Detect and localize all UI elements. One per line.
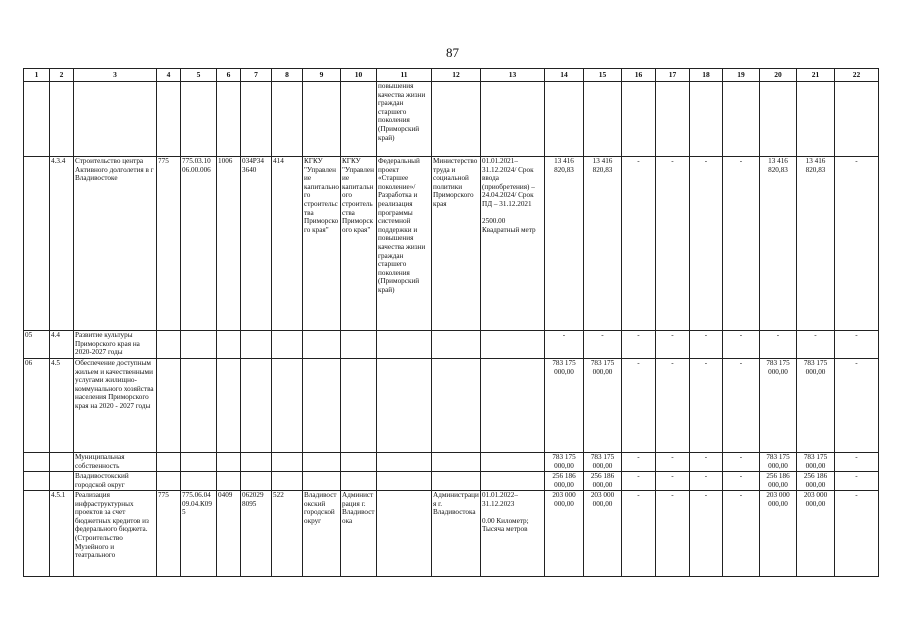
table-cell: - (835, 359, 879, 453)
table-cell: 203 000 000,00 (584, 491, 622, 577)
table-cell: 203 000 000,00 (545, 491, 584, 577)
table-cell: - (545, 331, 584, 359)
table-cell: 414 (272, 157, 303, 331)
table-cell: - (723, 472, 760, 491)
table-cell: 783 175 000,00 (760, 359, 797, 453)
table-cell: - (622, 331, 656, 359)
table-cell (303, 82, 341, 157)
table-cell: 522 (272, 491, 303, 577)
table-cell (157, 453, 181, 472)
table-cell (272, 472, 303, 491)
table-cell: 0409 (217, 491, 241, 577)
table-cell (481, 472, 545, 491)
table-cell (377, 359, 432, 453)
table-cell: - (622, 453, 656, 472)
table-cell (303, 359, 341, 453)
column-header-16: 16 (622, 69, 656, 82)
table-cell (24, 453, 50, 472)
table-cell: Владивостокский городской округ (303, 491, 341, 577)
table-cell (481, 453, 545, 472)
table-cell (241, 472, 272, 491)
table-cell: 783 175 000,00 (584, 359, 622, 453)
table-cell (181, 453, 217, 472)
table-cell: 783 175 000,00 (760, 453, 797, 472)
table-cell (481, 82, 545, 157)
table-cell (24, 491, 50, 577)
table-cell (341, 359, 377, 453)
column-header-15: 15 (584, 69, 622, 82)
table-cell: 783 175 000,00 (584, 453, 622, 472)
table-cell (157, 472, 181, 491)
table-cell: 06 (24, 359, 50, 453)
table-cell (341, 331, 377, 359)
table-cell: 13 416 820,83 (584, 157, 622, 331)
table-cell (217, 82, 241, 157)
table-cell (272, 359, 303, 453)
table-cell: 775.03.10 06.00.006 (181, 157, 217, 331)
table-cell (181, 331, 217, 359)
table-cell: - (723, 359, 760, 453)
table-cell: 775 (157, 157, 181, 331)
table-cell: 13 416 820,83 (760, 157, 797, 331)
column-header-22: 22 (835, 69, 879, 82)
table-cell: Администрация г. Владивостока (341, 491, 377, 577)
table-cell: 01.01.2022–31.12.2023 0.00 Километр; Тысяча метров (481, 491, 545, 577)
column-header-12: 12 (432, 69, 481, 82)
table-cell: 775.06.04 09.04.К09 5 (181, 491, 217, 577)
column-header-10: 10 (341, 69, 377, 82)
table-row (24, 157, 879, 331)
table-cell (181, 82, 217, 157)
table-cell (24, 472, 50, 491)
table-cell (341, 82, 377, 157)
table-cell: - (656, 472, 690, 491)
column-header-17: 17 (656, 69, 690, 82)
table-cell: - (835, 472, 879, 491)
table-cell: 01.01.2021–31.12.2024/ Срок ввода (приобретения) – 24.04.2024/ Срок ПД – 31.12.2021 2500.00 Квадратный метр (481, 157, 545, 331)
table-cell (377, 491, 432, 577)
table-cell: - (622, 472, 656, 491)
table-cell (622, 82, 656, 157)
table-cell: 05 (24, 331, 50, 359)
table-cell: - (656, 359, 690, 453)
table-cell: Реализация инфраструктурных проектов за счет бюджетных кредитов из федерального бюджета. (Строительство Музейного и театрального (74, 491, 157, 577)
table-cell (241, 82, 272, 157)
table-cell (272, 453, 303, 472)
column-header-13: 13 (481, 69, 545, 82)
table-cell (24, 82, 50, 157)
table-cell (272, 82, 303, 157)
table-cell: 203 000 000,00 (760, 491, 797, 577)
table-cell: 062029 8095 (241, 491, 272, 577)
page-number: 87 (446, 45, 459, 60)
table-cell: 4.5 (50, 359, 74, 453)
table-cell (481, 331, 545, 359)
table-cell: Строительство центра Активного долголетия в г Владивостоке (74, 157, 157, 331)
table-header-row (24, 69, 879, 82)
table-cell (157, 82, 181, 157)
table-cell (432, 359, 481, 453)
column-header-1: 1 (24, 69, 50, 82)
table-cell: Администрация г. Владивостока (432, 491, 481, 577)
table-cell (690, 82, 723, 157)
table-cell: КГКУ "Управление капитального строительства Приморского края" (341, 157, 377, 331)
table-cell: 13 416 820,83 (545, 157, 584, 331)
table-cell: 256 186 000,00 (584, 472, 622, 491)
table-cell (157, 359, 181, 453)
table-cell: - (656, 491, 690, 577)
column-header-6: 6 (217, 69, 241, 82)
table-cell: - (690, 157, 723, 331)
table-cell: 4.4 (50, 331, 74, 359)
table-cell: - (723, 453, 760, 472)
table-cell: - (723, 157, 760, 331)
table-cell: 4.3.4 (50, 157, 74, 331)
table-cell: - (656, 157, 690, 331)
budget-table (23, 68, 879, 577)
table-cell: Муниципальная собственность (74, 453, 157, 472)
column-header-2: 2 (50, 69, 74, 82)
table-cell: - (656, 453, 690, 472)
table-cell: 783 175 000,00 (797, 453, 835, 472)
table-cell (432, 472, 481, 491)
table-cell: - (622, 491, 656, 577)
table-cell: 783 175 000,00 (797, 359, 835, 453)
table-cell: - (690, 491, 723, 577)
table-cell (377, 453, 432, 472)
table-row (24, 331, 879, 359)
table-cell (341, 472, 377, 491)
table-cell: - (723, 491, 760, 577)
table-cell (432, 331, 481, 359)
column-header-20: 20 (760, 69, 797, 82)
table-cell: - (690, 359, 723, 453)
table-cell: 256 186 000,00 (545, 472, 584, 491)
table-cell (723, 82, 760, 157)
column-header-5: 5 (181, 69, 217, 82)
table-cell: - (760, 331, 797, 359)
table-cell: 775 (157, 491, 181, 577)
table-cell: 783 175 000,00 (545, 359, 584, 453)
table-cell: - (656, 331, 690, 359)
table-cell (217, 453, 241, 472)
table-cell (760, 82, 797, 157)
table-cell: 034Р34 3640 (241, 157, 272, 331)
table-cell: 13 416 820,83 (797, 157, 835, 331)
table-cell (50, 82, 74, 157)
table-cell: Министерство труда и социальной политики Приморского края (432, 157, 481, 331)
table-cell: - (835, 453, 879, 472)
table-row (24, 472, 879, 491)
table-cell: - (622, 359, 656, 453)
table-cell (241, 453, 272, 472)
column-header-11: 11 (377, 69, 432, 82)
table-cell (303, 453, 341, 472)
table-cell (797, 82, 835, 157)
table-cell: 256 186 000,00 (797, 472, 835, 491)
table-cell: Обеспечение доступным жильем и качественными услугами жилищно-коммунального хозяйства населения Приморского края на 2020 - 2027 годы (74, 359, 157, 453)
table-cell (656, 82, 690, 157)
table-cell: - (584, 331, 622, 359)
column-header-9: 9 (303, 69, 341, 82)
table-cell: - (835, 491, 879, 577)
column-header-21: 21 (797, 69, 835, 82)
table-cell (272, 331, 303, 359)
table-cell: - (723, 331, 760, 359)
table-cell (217, 331, 241, 359)
column-header-14: 14 (545, 69, 584, 82)
table-cell (24, 157, 50, 331)
table-cell (217, 359, 241, 453)
table-cell: Федеральный проект «Старшее поколение»/Разработка и реализация программы системной поддержки и повышения качества жизни граждан старшего поколения (Приморский край) (377, 157, 432, 331)
table-cell (545, 82, 584, 157)
table-cell: повышения качества жизни граждан старшего поколения (Приморский край) (377, 82, 432, 157)
table-cell (341, 453, 377, 472)
table-cell (50, 472, 74, 491)
column-header-18: 18 (690, 69, 723, 82)
table-cell (74, 82, 157, 157)
table-cell (241, 359, 272, 453)
table-cell (377, 472, 432, 491)
table-cell: Развитие культуры Приморского края на 2020-2027 годы (74, 331, 157, 359)
table-cell (432, 82, 481, 157)
column-header-8: 8 (272, 69, 303, 82)
table-cell: - (690, 453, 723, 472)
table-cell: - (690, 331, 723, 359)
table-row (24, 491, 879, 577)
table-cell: - (690, 472, 723, 491)
table-cell (377, 331, 432, 359)
column-header-7: 7 (241, 69, 272, 82)
column-header-4: 4 (157, 69, 181, 82)
column-header-19: 19 (723, 69, 760, 82)
table-cell (303, 331, 341, 359)
table-cell (217, 472, 241, 491)
table-cell: 783 175 000,00 (545, 453, 584, 472)
table-cell (303, 472, 341, 491)
table-cell: - (835, 331, 879, 359)
table-cell: - (622, 157, 656, 331)
table-cell: Владивостокский городской округ (74, 472, 157, 491)
table-cell (584, 82, 622, 157)
table-cell: 203 000 000,00 (797, 491, 835, 577)
table-cell: 256 186 000,00 (760, 472, 797, 491)
table-row (24, 82, 879, 157)
table-cell: - (797, 331, 835, 359)
table-cell (181, 472, 217, 491)
table-cell: - (835, 157, 879, 331)
table-row (24, 359, 879, 453)
table-cell (181, 359, 217, 453)
table-row (24, 453, 879, 472)
table-cell (835, 82, 879, 157)
table-cell: КГКУ "Управление капитального строительства Приморского края" (303, 157, 341, 331)
column-header-3: 3 (74, 69, 157, 82)
table-cell: 1006 (217, 157, 241, 331)
table-cell (432, 453, 481, 472)
table-cell (241, 331, 272, 359)
table-cell (481, 359, 545, 453)
table-cell: 4.5.1 (50, 491, 74, 577)
table-cell (50, 453, 74, 472)
table-cell (157, 331, 181, 359)
